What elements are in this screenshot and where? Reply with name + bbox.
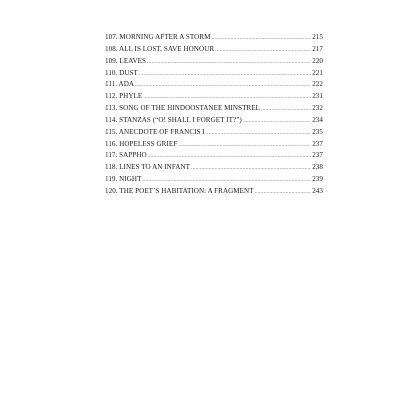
toc-entry-page: 237 [312, 151, 323, 160]
toc-entry-title: 112. PHYLE [105, 92, 143, 101]
toc-entry-page: 232 [312, 104, 323, 113]
toc-entry-title: 119. NIGHT [105, 175, 142, 184]
toc-entry-page: 234 [312, 115, 323, 124]
dot-leader [139, 69, 311, 81]
toc-entry[interactable] [105, 150, 323, 162]
toc-entry-page: 231 [312, 92, 323, 101]
toc-entry[interactable] [105, 174, 323, 186]
dot-leader [211, 33, 311, 45]
toc-entry[interactable] [105, 32, 323, 44]
dot-leader [243, 116, 311, 128]
toc-entry-page: 235 [312, 127, 323, 136]
dot-leader [178, 140, 311, 152]
toc-entry[interactable] [105, 91, 323, 103]
toc-entry-title: 115. ANECDOTE OF FRANCIS I [105, 127, 205, 136]
toc-entry-page: 237 [312, 139, 323, 148]
toc-entry-title: 120. THE POET’S HABITATION: A FRAGMENT [105, 186, 254, 195]
toc-entry[interactable] [105, 103, 323, 115]
toc-entry[interactable] [105, 56, 323, 68]
toc-entry-page: 217 [312, 44, 323, 53]
toc-entry-page: 238 [312, 163, 323, 172]
dot-leader [191, 163, 311, 175]
dot-leader [135, 80, 311, 92]
toc-entry[interactable] [105, 186, 323, 198]
toc-entry-page: 239 [312, 175, 323, 184]
toc-entry[interactable] [105, 44, 323, 56]
toc-entry[interactable] [105, 68, 323, 80]
toc-entry[interactable] [105, 127, 323, 139]
toc-entry[interactable] [105, 115, 323, 127]
toc-entry-title: 116. HOPELESS GRIEF [105, 139, 178, 148]
dot-leader [261, 104, 311, 116]
toc-entry-title: 114. STANZAS (“O! SHALL I FORGET IT?”) [105, 115, 242, 124]
toc-entry-page: 215 [312, 33, 323, 41]
toc-entry-title: 108. ALL IS LOST, SAVE HONOUR [105, 44, 215, 53]
toc-entry-title: 117. SAPPHO [105, 151, 147, 160]
toc-entry-title: 109. LEAVES [105, 56, 147, 65]
toc-entry-title: 113. SONG OF THE HINDOOSTANEE MINSTREL [105, 104, 261, 113]
toc-entry[interactable] [105, 79, 323, 91]
dot-leader [255, 187, 312, 199]
toc-entry[interactable] [105, 139, 323, 151]
toc-entry-page: 243 [312, 186, 323, 195]
toc-entry-title: 111. ADA [105, 80, 135, 89]
dot-leader [215, 45, 311, 57]
toc-entry-page: 222 [312, 80, 323, 89]
dot-leader [206, 128, 311, 140]
toc-entry-page: 221 [312, 68, 323, 77]
toc-entry-title: 107. MORNING AFTER A STORM [105, 33, 211, 41]
table-of-contents [105, 32, 323, 198]
toc-entry[interactable] [105, 162, 323, 174]
toc-entry-title: 118. LINES TO AN INFANT [105, 163, 191, 172]
toc-entry-title: 110. DUST [105, 68, 138, 77]
toc-entry-page: 220 [312, 56, 323, 65]
dot-leader [147, 57, 311, 69]
